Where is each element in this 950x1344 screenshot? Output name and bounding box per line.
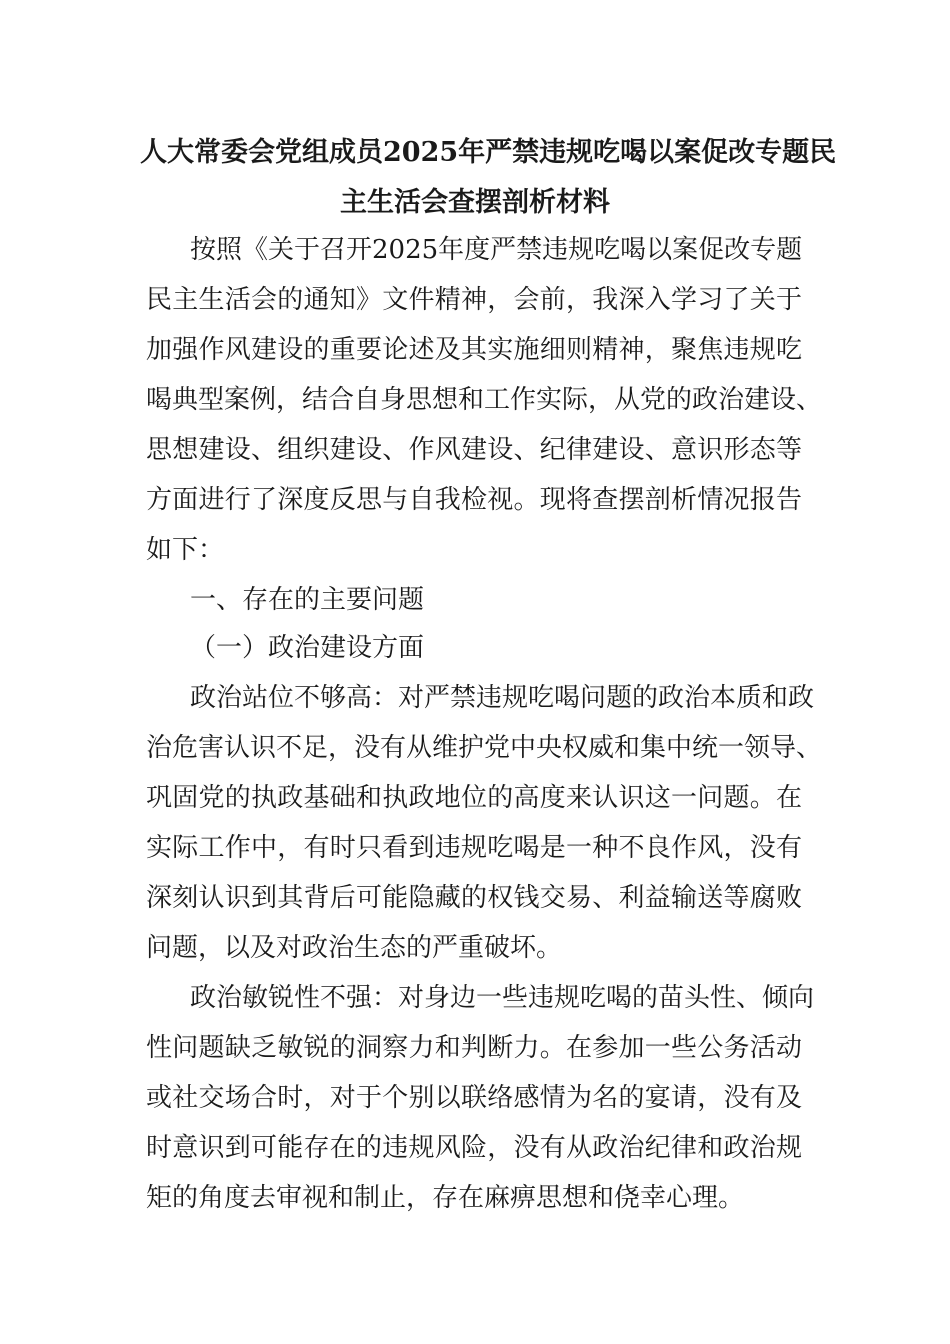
document-title-line-2: 主生活会查摆剖析材料 bbox=[340, 187, 610, 218]
intro-line: 喝典型案例，结合自身思想和工作实际，从党的政治建设、 bbox=[146, 385, 823, 415]
intro-line: 如下： bbox=[146, 535, 225, 565]
section-heading: 一、存在的主要问题 bbox=[190, 585, 425, 615]
paragraph-line: 治危害认识不足，没有从维护党中央权威和集中统一领导、 bbox=[146, 733, 823, 763]
intro-line: 方面进行了深度反思与自我检视。现将查摆剖析情况报告 bbox=[146, 485, 802, 515]
paragraph-line: 政治敏锐性不强：对身边一些违规吃喝的苗头性、倾向 bbox=[190, 983, 815, 1013]
intro-line: 按照《关于召开2025年度严禁违规吃喝以案促改专题 bbox=[190, 235, 803, 265]
intro-line: 加强作风建设的重要论述及其实施细则精神，聚焦违规吃 bbox=[146, 335, 802, 365]
paragraph-line: 时意识到可能存在的违规风险，没有从政治纪律和政治规 bbox=[146, 1133, 802, 1163]
paragraph-line: 实际工作中，有时只看到违规吃喝是一种不良作风，没有 bbox=[146, 833, 802, 863]
paragraph-line: 巩固党的执政基础和执政地位的高度来认识这一问题。在 bbox=[146, 783, 802, 813]
subsection-heading: （一）政治建设方面 bbox=[190, 633, 425, 663]
paragraph-line: 深刻认识到其背后可能隐藏的权钱交易、利益输送等腐败 bbox=[146, 883, 802, 913]
paragraph-line: 或社交场合时，对于个别以联络感情为名的宴请，没有及 bbox=[146, 1083, 802, 1113]
intro-line: 思想建设、组织建设、作风建设、纪律建设、意识形态等 bbox=[146, 435, 802, 465]
paragraph-line: 问题，以及对政治生态的严重破坏。 bbox=[146, 933, 563, 963]
document-title-line-1: 人大常委会党组成员2025年严禁违规吃喝以案促改专题民 bbox=[140, 137, 837, 168]
intro-line: 民主生活会的通知》文件精神，会前，我深入学习了关于 bbox=[146, 285, 802, 315]
paragraph-line: 政治站位不够高：对严禁违规吃喝问题的政治本质和政 bbox=[190, 683, 815, 713]
paragraph-line: 矩的角度去审视和制止，存在麻痹思想和侥幸心理。 bbox=[146, 1183, 745, 1213]
paragraph-line: 性问题缺乏敏锐的洞察力和判断力。在参加一些公务活动 bbox=[146, 1033, 802, 1063]
